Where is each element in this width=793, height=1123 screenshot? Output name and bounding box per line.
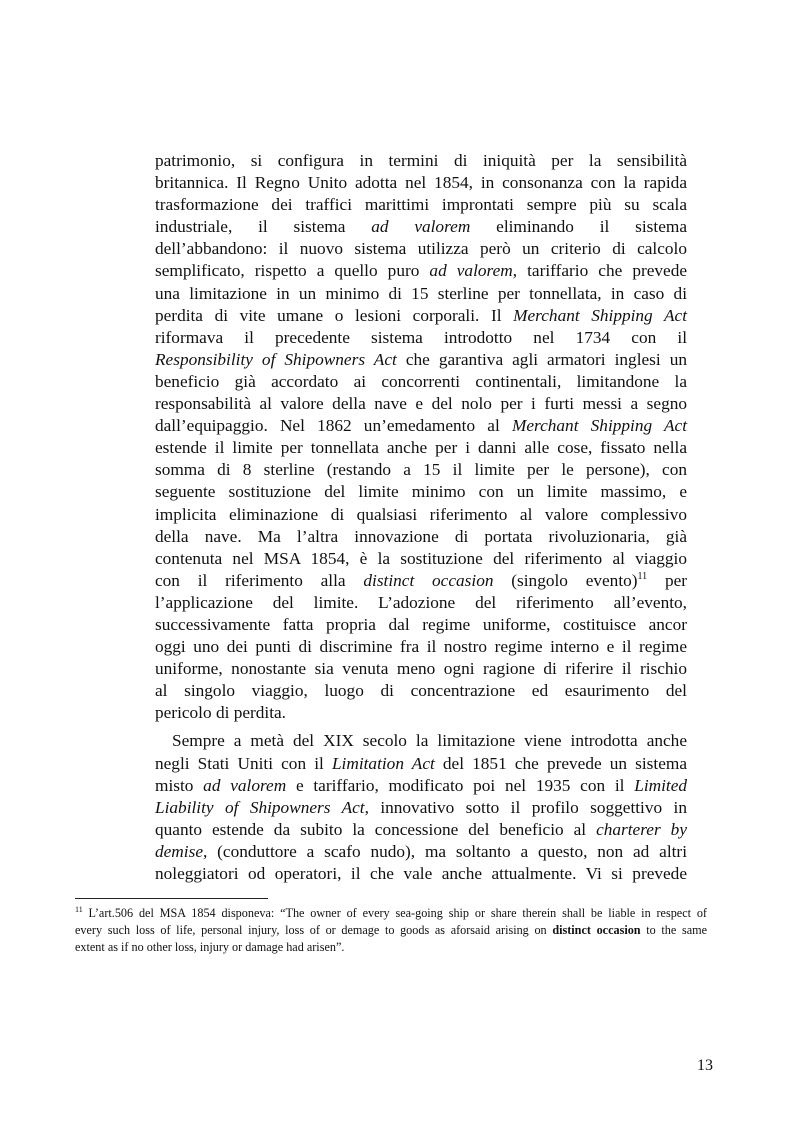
text-run: , (conduttore a scafo nudo), ma soltanto a questo, non ad altri — [203, 841, 687, 861]
text-line: riformava il precedente sistema introdotto nel 1734 con il — [155, 327, 687, 347]
italic-term: Merchant Shipping Act — [513, 305, 687, 325]
text-line: estende il limite per tonnellata anche per i danni alle cose, fissato nella — [155, 438, 687, 458]
text-run: , innovativo sotto il profilo soggettivo in — [364, 797, 687, 817]
text-run: semplificato, rispetto a quello puro — [155, 261, 430, 281]
body-text — [155, 150, 687, 885]
italic-term: charterer by — [596, 819, 687, 839]
italic-term: Limitation Act — [331, 753, 435, 773]
italic-term: demise — [155, 841, 203, 861]
text-line — [155, 775, 687, 797]
text-run: quanto estende da subito la concessione del beneficio al — [155, 819, 597, 839]
text-run: perdita di vite umane o lesioni corporali. Il — [155, 305, 514, 325]
text-line: oggi uno dei punti di discrimine fra il nostro regime interno e il regime — [155, 637, 687, 657]
text-run: negli Stati Uniti con il — [155, 753, 332, 773]
text-line: responsabilità al valore della nave e del nolo per i furti messi a segno — [155, 394, 687, 414]
text-run: che garantiva agli armatori inglesi un — [396, 349, 687, 369]
text-run: eliminando il sistema — [470, 217, 687, 237]
footnote-separator — [75, 898, 268, 899]
text-line — [155, 349, 687, 371]
text-line: l’applicazione del limite. L’adozione del riferimento all’evento, — [155, 592, 687, 612]
text-line: una limitazione in un minimo di 15 sterline per tonnellata, in caso di — [155, 283, 687, 303]
text-run: L’art.506 del MSA 1854 disponeva: “The owner of every sea-going ship or share therein shall be liable in respect of — [82, 906, 707, 920]
text-run: industriale, il sistema — [155, 217, 372, 237]
text-run: dall’equipaggio. Nel 1862 un’emedamento al — [155, 416, 512, 436]
text-line: successivamente fatta propria dal regime uniforme, costituisce ancor — [155, 614, 687, 634]
text-run: , tariffario che prevede — [512, 261, 688, 281]
text-line — [155, 819, 687, 841]
text-line: somma di 8 sterline (restando a 15 il limite per le persone), con — [155, 460, 687, 480]
italic-term: Limited — [634, 775, 688, 795]
text-line: pericolo di perdita. — [155, 703, 287, 723]
italic-term: Liability of Shipowners Act — [155, 797, 365, 817]
text-run: (singolo evento) — [493, 570, 638, 590]
italic-term: distinct occasion — [363, 570, 494, 590]
footnote-number: 11 — [75, 904, 83, 914]
text-line — [155, 415, 687, 437]
text-line: contenuta nel MSA 1854, è la sostituzione del riferimento al viaggio — [155, 548, 687, 568]
text-line: beneficio già accordato ai concorrenti continentali, limitandone la — [155, 371, 687, 391]
italic-term: ad valorem — [429, 261, 513, 281]
text-line — [155, 570, 687, 592]
bold-term: distinct occasion — [552, 923, 641, 937]
italic-term: ad valorem — [371, 217, 471, 237]
text-run: to the same — [640, 923, 707, 937]
text-line — [155, 305, 687, 327]
text-line — [155, 841, 687, 863]
text-line — [155, 216, 687, 238]
italic-term: ad valorem — [203, 775, 287, 795]
text-line: uniforme, nonostante sia venuta meno ogni ragione di riferire il rischio — [155, 659, 687, 679]
text-line: Sempre a metà del XIX secolo la limitazione viene introdotta anche — [172, 731, 687, 751]
footnote-line: extent as if no other loss, injury or damage had arisen”. — [75, 940, 345, 954]
text-line: della nave. Ma l’altra innovazione di portata rivoluzionaria, già — [155, 526, 687, 546]
text-run: per — [647, 570, 688, 590]
text-line: patrimonio, si configura in termini di iniquità per la sensibilità — [155, 151, 687, 170]
text-line — [155, 753, 687, 775]
text-line: dell’abbandono: il nuovo sistema utilizza però un criterio di calcolo — [155, 239, 687, 259]
page-number: 13 — [697, 1057, 713, 1074]
footnote-line — [75, 905, 707, 922]
text-run: del 1851 che prevede un sistema — [434, 753, 687, 773]
text-run: con il riferimento alla — [155, 570, 364, 590]
paragraph-1 — [155, 150, 687, 724]
text-line: noleggiatori od operatori, il che vale anche attualmente. Vi si prevede — [155, 864, 687, 883]
text-line — [155, 797, 687, 819]
text-line: implicita eliminazione di qualsiasi riferimento al valore complessivo — [155, 504, 687, 524]
paragraph-2 — [155, 730, 687, 885]
footnote-reference[interactable]: 11 — [637, 571, 648, 583]
text-line — [155, 260, 687, 282]
text-run: every such loss of life, personal injury, loss of or demage to goods as aforsaid arising on — [75, 923, 553, 937]
text-line: al singolo viaggio, luogo di concentrazione ed esaurimento del — [155, 681, 687, 701]
text-line: britannica. Il Regno Unito adotta nel 1854, in consonanza con la rapida — [155, 173, 687, 193]
text-line: trasformazione dei traffici marittimi improntati sempre più su scala — [155, 195, 687, 215]
italic-term: Merchant Shipping Act — [511, 416, 687, 436]
text-run: e tariffario, modificato poi nel 1935 con il — [286, 775, 635, 795]
footnote-11 — [75, 905, 707, 956]
text-line: seguente sostituzione del limite minimo con un limite massimo, e — [155, 482, 687, 502]
text-run: misto — [155, 775, 204, 795]
footnote-line — [75, 922, 707, 939]
italic-term: Responsibility of Shipowners Act — [155, 349, 397, 369]
